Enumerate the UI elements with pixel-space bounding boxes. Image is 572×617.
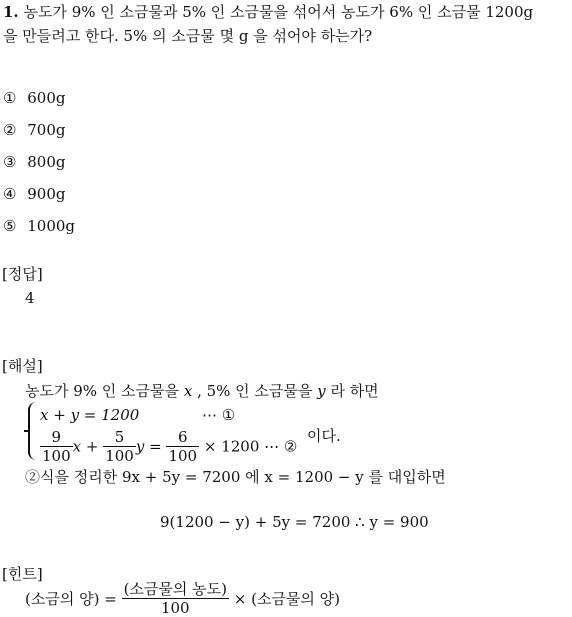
intro-text-b: , 5% 인 소금물을: [197, 382, 313, 400]
system-brace: [28, 402, 38, 460]
question-line-1: [3, 1, 533, 22]
explanation-step: ②식을 정리한 9x + 5y = 7200 에 x = 1200 − y 를 대입하면: [25, 468, 446, 486]
fraction-denominator: 100: [42, 447, 71, 465]
choice-4[interactable]: [3, 185, 65, 203]
choice-text: 600g: [27, 89, 66, 107]
answer-value: 4: [25, 289, 35, 307]
eq2-tail: × 1200 ⋯ ②: [203, 437, 298, 456]
eq2-x-term: x +: [72, 437, 99, 456]
choice-mark: ①: [3, 89, 17, 107]
question-line-2: 을 만들려고 한다. 5% 의 소금물 몇 g 을 섞어야 하는가?: [3, 27, 373, 45]
question-number: 1.: [3, 3, 19, 21]
intro-var-y: y: [317, 382, 326, 400]
answer-label: [정답]: [2, 265, 43, 283]
explanation-result: 9(1200 − y) + 5y = 7200 ∴ y = 900: [160, 513, 429, 531]
equation-1-tag: ⋯ ①: [202, 406, 236, 424]
choice-text: 1000g: [27, 217, 76, 235]
eq2-y-term: y =: [135, 437, 162, 456]
hint-label: [힌트]: [2, 565, 43, 583]
hint-fraction: [122, 580, 229, 617]
choice-text: 800g: [27, 153, 66, 171]
explanation-label: [해설]: [2, 357, 43, 375]
fraction-denominator: 100: [168, 447, 198, 465]
fraction-numerator: 5: [103, 428, 136, 447]
fraction-denominator: 100: [160, 599, 190, 617]
choice-mark: ②: [3, 121, 17, 139]
explanation-intro: [25, 380, 379, 401]
choice-mark: ④: [3, 185, 17, 203]
intro-text-a: 농도가 9% 인 소금물을: [25, 382, 180, 400]
question-text-1: 농도가 9% 인 소금물과 5% 인 소금물을 섞어서 농도가 6% 인 소금물 1200g: [23, 3, 534, 21]
fraction-numerator: 6: [166, 428, 199, 447]
choice-1[interactable]: [3, 89, 65, 107]
fraction-6-100: [166, 428, 199, 465]
choice-2[interactable]: [3, 121, 65, 139]
intro-text-c: 라 하면: [330, 382, 379, 400]
system-suffix: 이다.: [307, 427, 341, 445]
hint-rhs: × (소금물의 양): [233, 590, 341, 608]
hint-lhs: (소금의 양) =: [25, 590, 117, 608]
choice-text: 900g: [27, 185, 66, 203]
hint-formula: [25, 580, 340, 617]
choice-mark: ③: [3, 153, 17, 171]
fraction-numerator: (소금물의 농도): [123, 580, 227, 598]
fraction-5-100: [103, 428, 136, 465]
equation-1: x + y = 1200: [40, 406, 140, 424]
intro-var-x: x: [183, 382, 193, 400]
choice-text: 700g: [27, 121, 66, 139]
choice-mark: ⑤: [3, 217, 17, 235]
choice-5[interactable]: [3, 217, 75, 235]
choice-3[interactable]: [3, 153, 65, 171]
fraction-9-100: [40, 428, 73, 465]
fraction-numerator: 9: [40, 428, 73, 447]
equation-2: [40, 428, 297, 465]
fraction-denominator: 100: [105, 447, 134, 465]
